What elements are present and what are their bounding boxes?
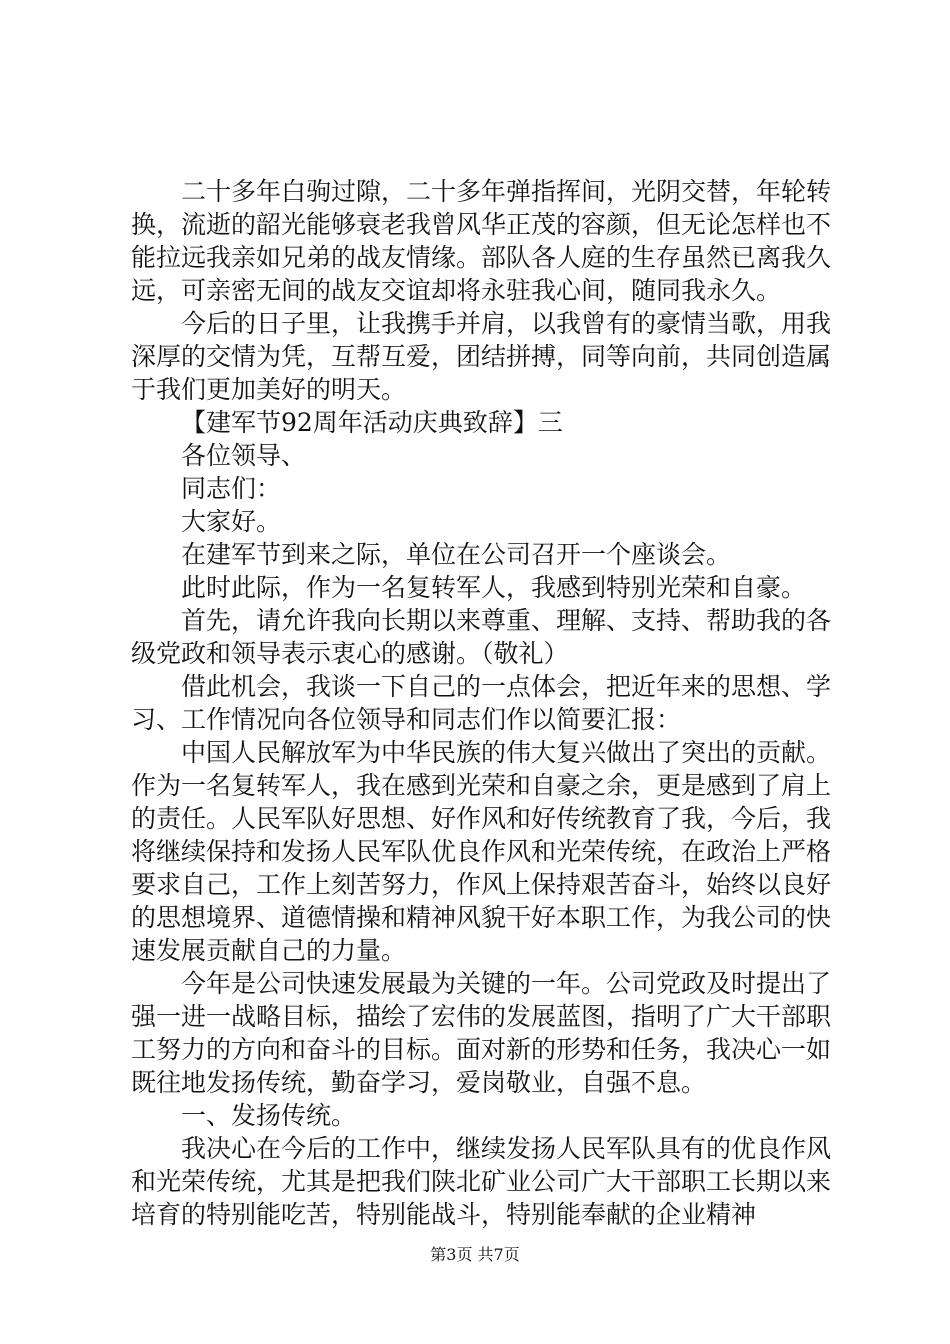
section-heading: 【建军节92周年活动庆典致辞】三 — [181, 408, 563, 437]
salutation-line: 各位领导、 — [181, 441, 307, 470]
paragraph: 在建军节到来之际，单位在公司召开一个座谈会。 — [181, 540, 732, 569]
paragraph: 中国人民解放军为中华民族的伟大复兴做出了突出的贡献。作为一名复转军人，我在感到光荣和自豪之余，更是感到了肩上的责任。人民军队好思想、好作风和好传统教育了我，今后，我将继续保持和发扬人民军队优良作风和光荣传统，在政治上严格要求自己，工作上刻苦努力，作风上保持艰苦奋斗，始终以良好的思想境界、道德情操和精神风貌干好本职工作，为我公司的快速发展贡献自己的力量。 — [131, 738, 832, 965]
paragraph: 此时此际，作为一名复转军人，我感到特别光荣和自豪。 — [181, 573, 807, 602]
document-body — [131, 175, 831, 1231]
paragraph: 借此机会，我谈一下自己的一点体会，把近年来的思想、学习、工作情况向各位领导和同志们作以简要汇报： — [131, 672, 832, 734]
paragraph: 二十多年白驹过隙，二十多年弹指挥间，光阴交替，年轮转换，流逝的韶光能够衰老我曾风华正茂的容颜，但无论怎样也不能拉远我亲如兄弟的战友情缘。部队各人庭的生存虽然已离我久远，可亲密无间的战友交谊却将永驻我心间，随同我永久。 — [131, 177, 832, 305]
paragraph: 首先，请允许我向长期以来尊重、理解、支持、帮助我的各级党政和领导表示衷心的感谢。（敬礼） — [131, 606, 832, 668]
page-number-footer: 第3页 共7页 — [430, 1245, 520, 1264]
salutation-line: 同志们： — [181, 474, 282, 503]
greeting-line: 大家好。 — [181, 507, 282, 536]
subsection-heading: 一、发扬传统。 — [181, 1101, 357, 1130]
paragraph: 我决心在今后的工作中，继续发扬人民军队具有的优良作风和光荣传统，尤其是把我们陕北矿业公司广大干部职工长期以来培育的特别能吃苦，特别能战斗，特别能奉献的企业精神 — [131, 1134, 832, 1229]
paragraph: 今年是公司快速发展最为关键的一年。公司党政及时提出了强一进一战略目标，描绘了宏伟的发展蓝图，指明了广大干部职工努力的方向和奋斗的目标。面对新的形势和任务，我决心一如既往地发扬传统，勤奋学习，爱岗敬业，自强不息。 — [131, 969, 832, 1097]
paragraph: 今后的日子里，让我携手并肩，以我曾有的豪情当歌，用我深厚的交情为凭，互帮互爱，团结拼搏，同等向前，共同创造属于我们更加美好的明天。 — [131, 309, 832, 404]
